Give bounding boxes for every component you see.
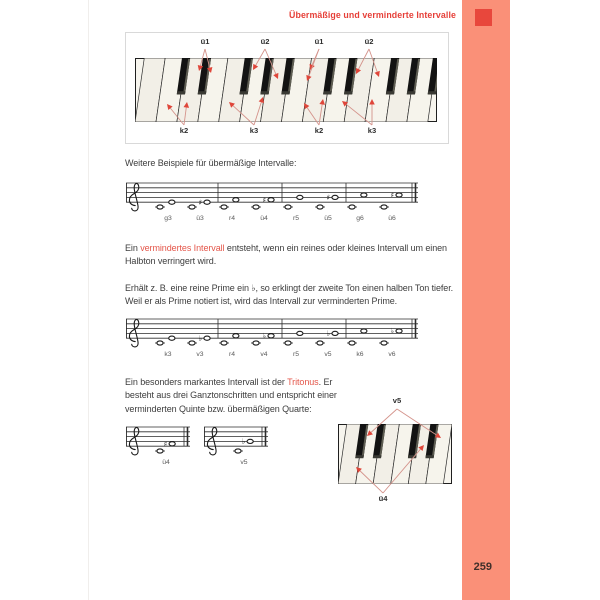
svg-text:r5: r5 <box>292 215 300 222</box>
interval-label-u2a: ü2 <box>260 37 270 46</box>
paragraph-text: Ein besonders markantes Intervall ist der <box>125 377 288 387</box>
interval-label-k2b: k2 <box>314 126 324 135</box>
chapter-marker-square <box>475 9 492 26</box>
svg-text:ü3: ü3 <box>196 215 204 222</box>
svg-text:♯: ♯ <box>262 195 267 205</box>
interval-label-u2b: ü2 <box>364 37 374 46</box>
staff-tritone-u4 <box>126 421 190 469</box>
svg-text:k6: k6 <box>356 351 364 358</box>
keyboard-figure <box>125 32 449 144</box>
svg-text:♯: ♯ <box>163 439 168 449</box>
svg-text:ü4: ü4 <box>162 459 170 466</box>
svg-text:k3: k3 <box>164 351 172 358</box>
svg-text:♭: ♭ <box>326 329 331 338</box>
paragraph-text: . Er besteht aus drei Ganztonschritten und entspricht einer verminderten Quinte bzw. übermäßigen Quarte: <box>125 377 337 414</box>
page-edge-line <box>88 0 89 600</box>
svg-text:♯: ♯ <box>198 197 203 207</box>
svg-text:ü6: ü6 <box>388 215 396 222</box>
svg-text:♭: ♭ <box>390 326 395 336</box>
tritone-label-v5: v5 <box>392 396 402 405</box>
paragraph-text: entsteht, wenn ein reines oder kleines Intervall um einen Halbton verringert wird. <box>125 243 447 267</box>
svg-text:g6: g6 <box>356 215 364 222</box>
svg-text:♭: ♭ <box>262 331 267 341</box>
svg-text:v6: v6 <box>388 351 396 358</box>
svg-text:v3: v3 <box>196 351 204 358</box>
svg-text:♭: ♭ <box>198 333 203 343</box>
tritone-keyboard-figure <box>330 394 456 514</box>
page-number: 259 <box>473 561 492 573</box>
staff-augmented-intervals <box>126 177 418 225</box>
examples-intro-text: Weitere Beispiele für übermäßige Intervalle: <box>125 158 297 168</box>
paragraph-diminished-definition <box>125 242 471 269</box>
svg-text:v4: v4 <box>260 351 268 358</box>
svg-text:g3: g3 <box>164 215 172 222</box>
svg-text:v5: v5 <box>240 459 248 466</box>
svg-text:r5: r5 <box>292 351 300 358</box>
highlight-vermindertes-intervall: vermindertes Intervall <box>140 243 225 253</box>
interval-label-k3a: k3 <box>249 126 259 135</box>
svg-text:ü5: ü5 <box>324 215 332 222</box>
highlight-tritonus: Tritonus <box>287 377 319 387</box>
interval-label-k2a: k2 <box>179 126 189 135</box>
paragraph-prime-example: Erhält z. B. eine reine Prime ein ♭, so erklingt der zweite Ton einen halben Ton tiefer. Weil er als Prime notiert ist, wird das Intervall zur verminderten Prime. <box>125 283 454 307</box>
svg-text:♯: ♯ <box>390 190 395 200</box>
svg-text:r4: r4 <box>228 215 236 222</box>
interval-label-u1b: ü1 <box>314 37 324 46</box>
svg-text:♭: ♭ <box>241 437 246 446</box>
svg-text:r4: r4 <box>228 351 236 358</box>
page-header-title: Übermäßige und verminderte Intervalle <box>289 10 456 20</box>
interval-label-u1a: ü1 <box>200 37 210 46</box>
interval-label-k3b: k3 <box>367 126 377 135</box>
paragraph-text: Ein <box>125 243 141 253</box>
svg-text:♯: ♯ <box>326 193 331 202</box>
staff-diminished-intervals <box>126 313 418 361</box>
svg-text:v5: v5 <box>324 351 332 358</box>
svg-text:ü4: ü4 <box>260 215 268 222</box>
staff-tritone-v5 <box>204 421 268 469</box>
tritone-label-u4: ü4 <box>378 494 388 503</box>
